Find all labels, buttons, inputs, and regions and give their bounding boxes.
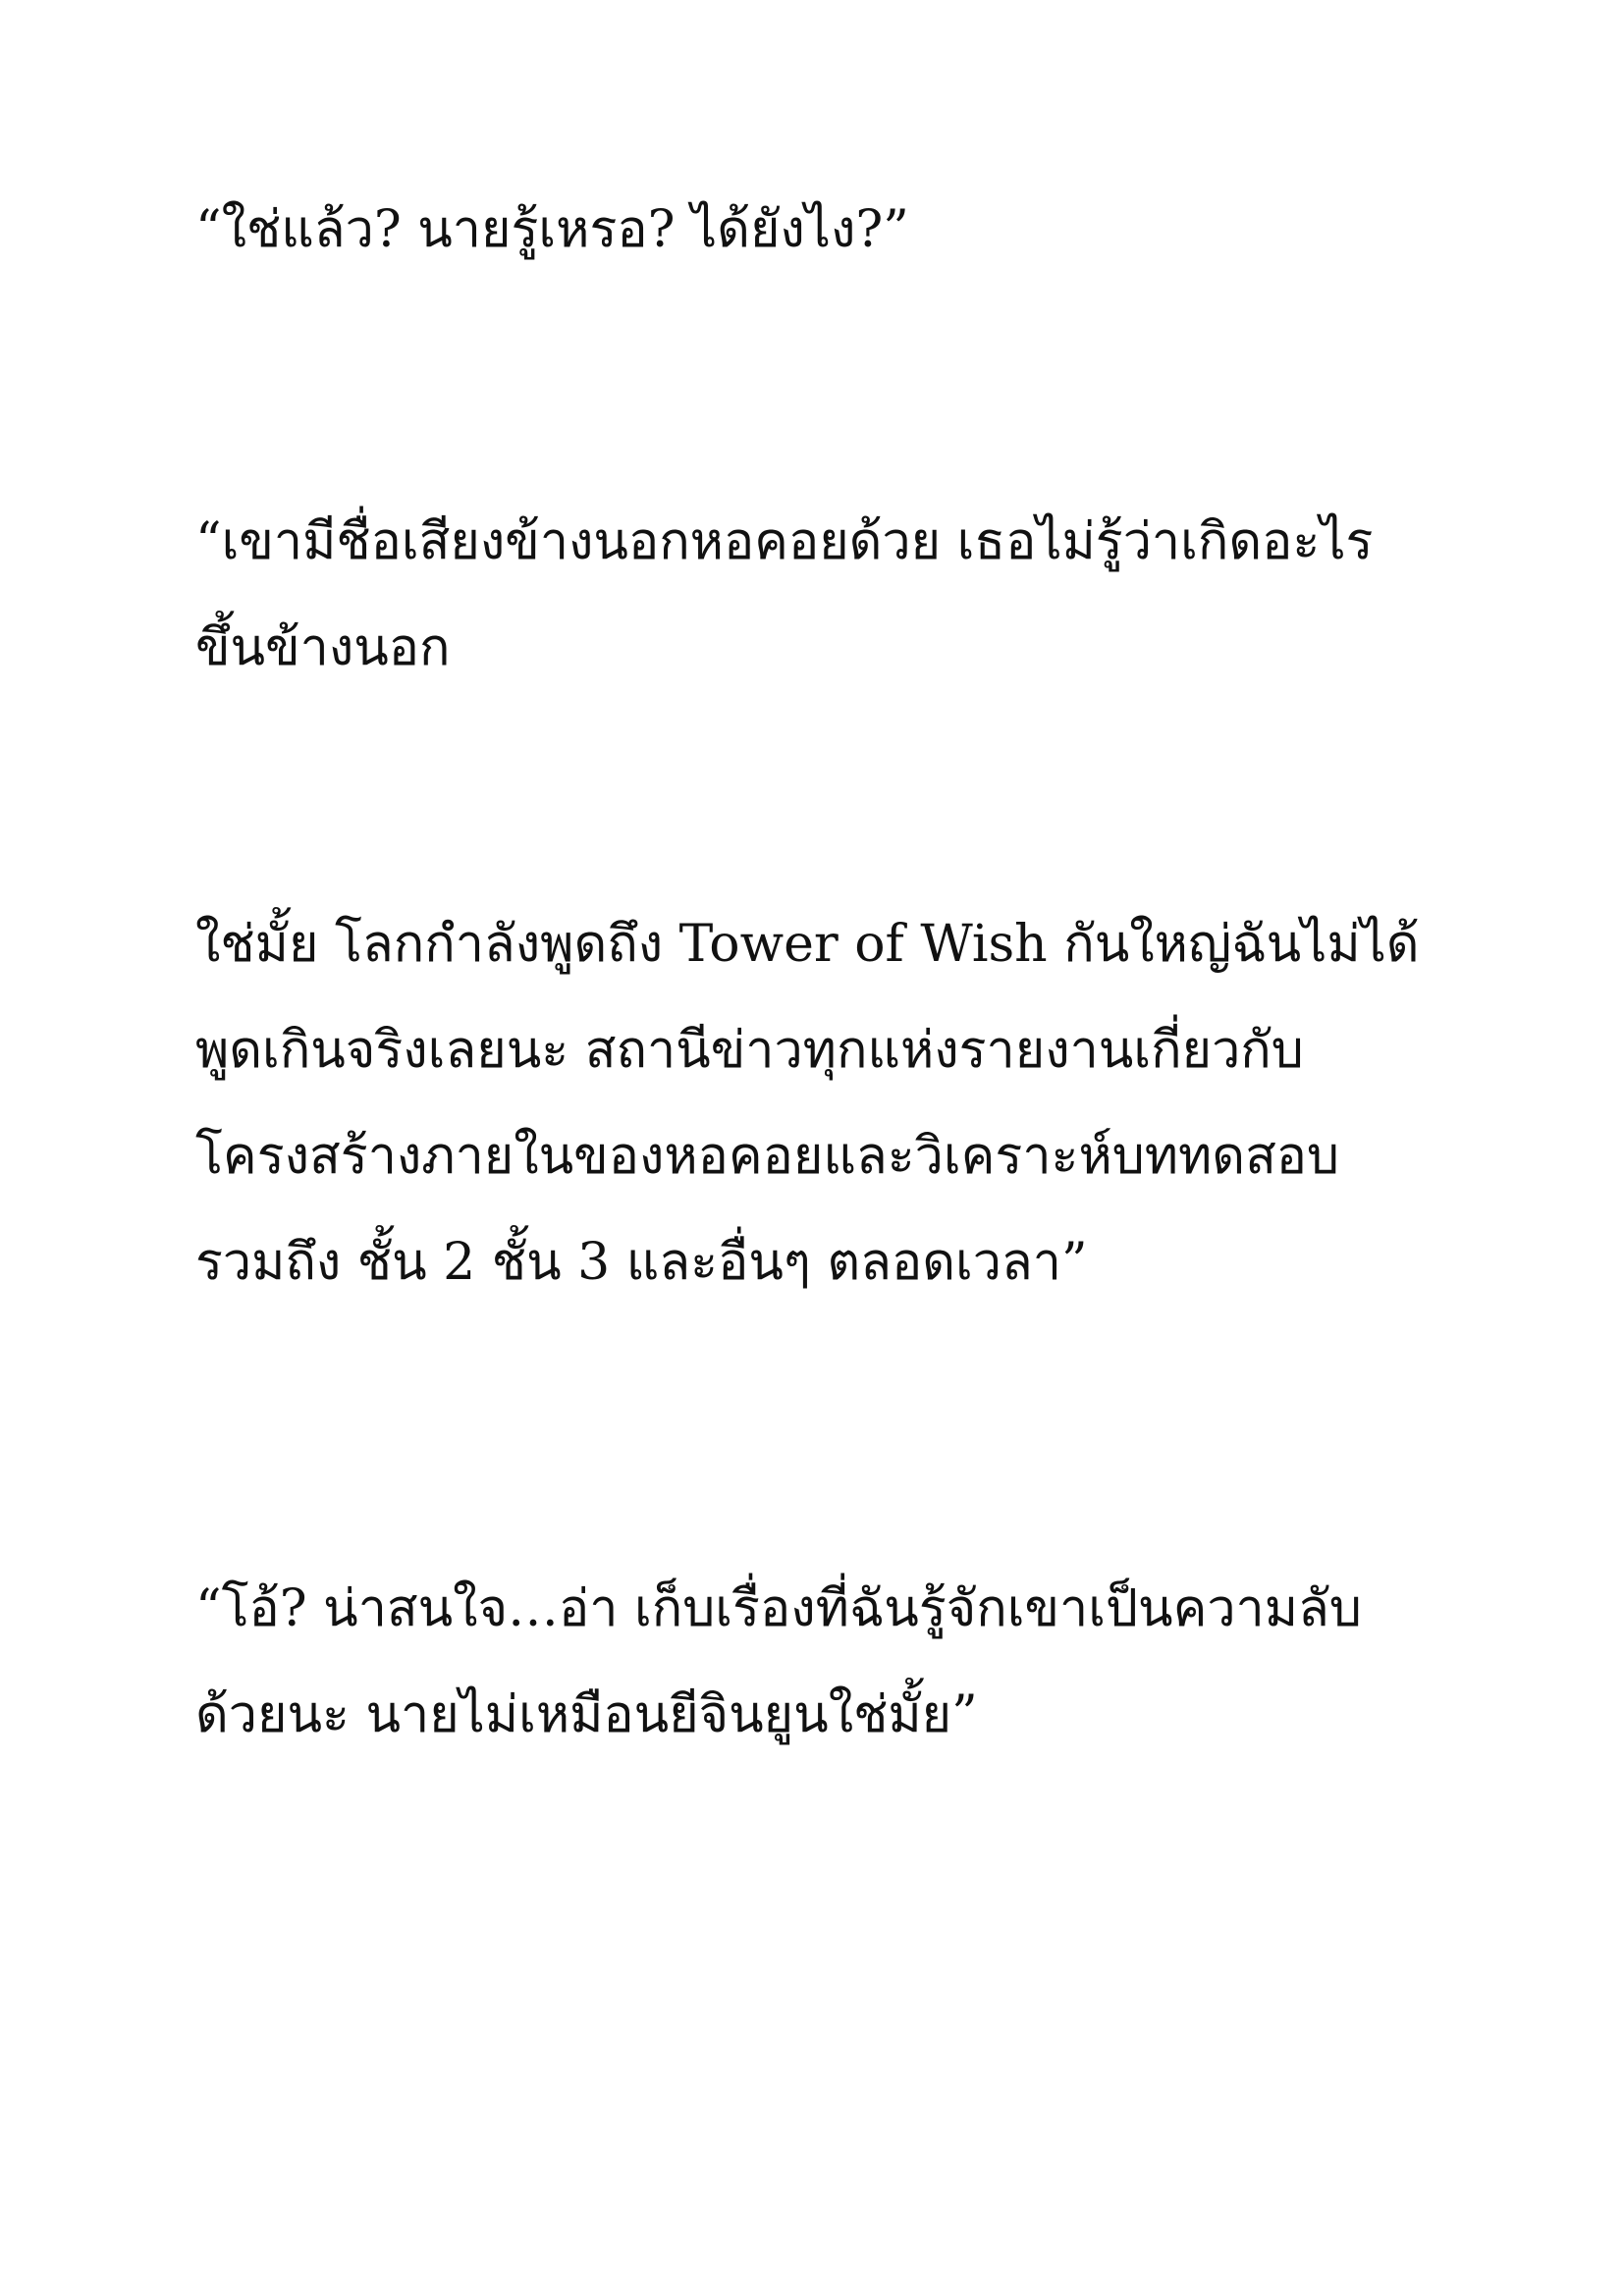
text-line: “เขามีชื่อเสียงข้างนอกหอคอยด้วย เธอไม่รู้ว่าเกิดอะไร	[195, 512, 1374, 571]
text-line: ขึ้นข้างนอก	[195, 618, 451, 677]
text-line: “โอ้? น่าสนใจ…อ่า เก็บเรื่องที่ฉันรู้จักเขาเป็นความลับ	[195, 1579, 1362, 1638]
text-line: พูดเกินจริงเลยนะ สถานีข่าวทุกแห่งรายงานเกี่ยวกับ	[195, 1021, 1304, 1080]
paragraph-1	[195, 177, 1433, 283]
paragraph-2	[195, 489, 1433, 701]
paragraph-4	[195, 1556, 1433, 1768]
text-line: ใช่มั้ย โลกกำลังพูดถึง Tower of Wish กันใหญ่ฉันไม่ได้	[195, 915, 1420, 974]
text-line: โครงสร้างภายในของหอคอยและวิเคราะห์บททดสอบ	[195, 1127, 1340, 1186]
text-line: ด้วยนะ นายไม่เหมือนยีจินยูนใช่มั้ย”	[195, 1685, 978, 1744]
text-line: รวมถึง ชั้น 2 ชั้น 3 และอื่นๆ ตลอดเวลา”	[195, 1233, 1088, 1292]
text-line: “ใช่แล้ว? นายรู้เหรอ? ได้ยังไง?”	[195, 200, 909, 259]
paragraph-3	[195, 891, 1433, 1315]
